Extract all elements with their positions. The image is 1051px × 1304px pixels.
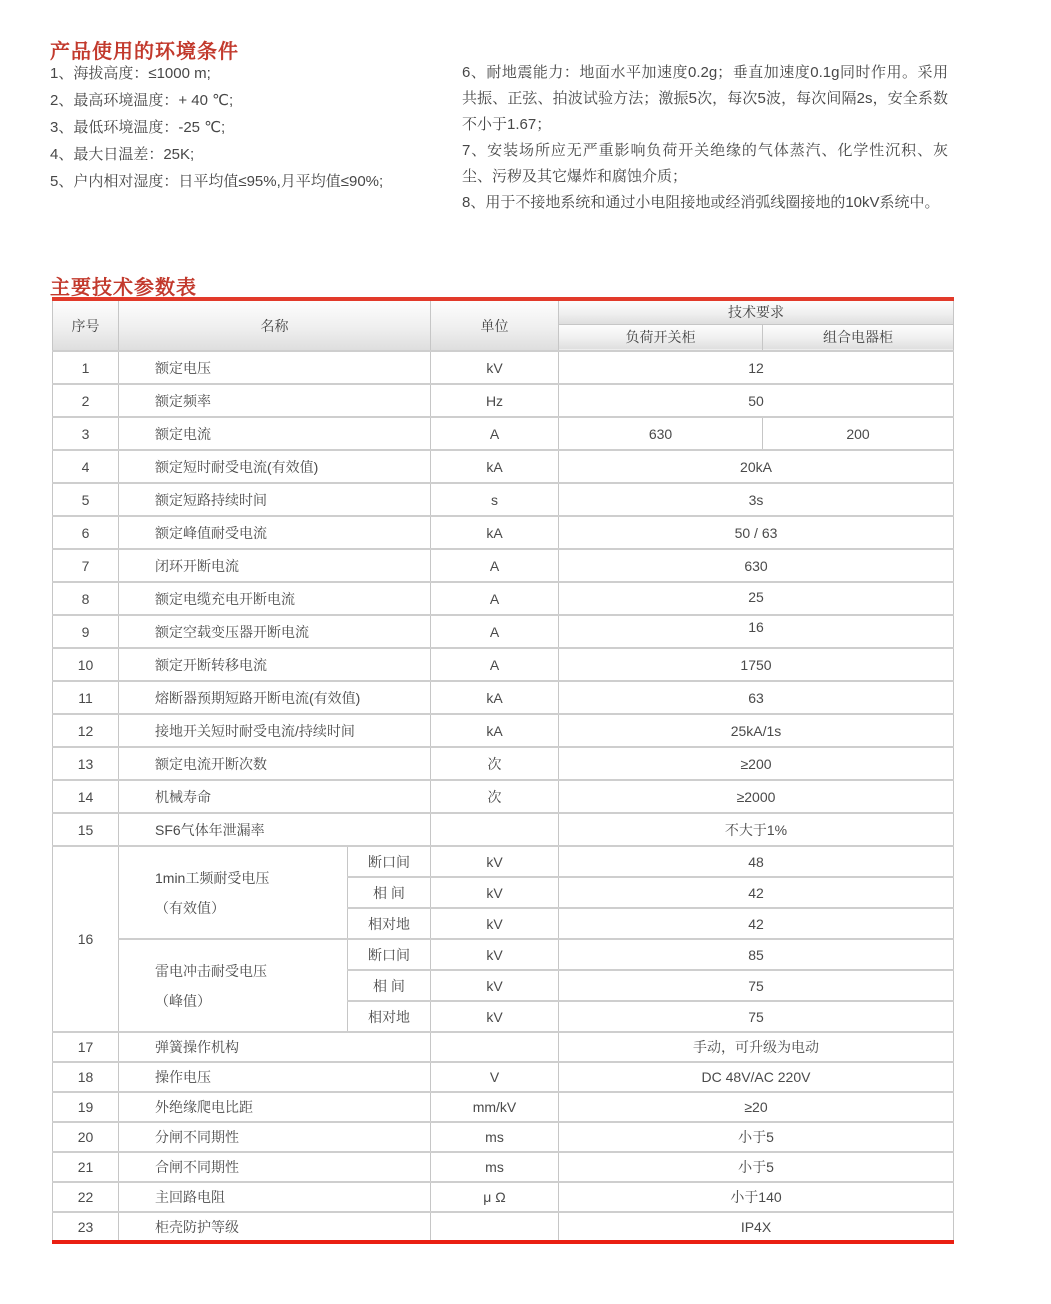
cell-name: 额定空载变压器开断电流: [119, 615, 431, 648]
cell-serial: 16: [53, 846, 119, 1032]
cell-value: DC 48V/AC 220V: [559, 1062, 954, 1092]
env-conditions-title: 产品使用的环境条件: [50, 41, 239, 64]
cell-unit: kV: [431, 970, 559, 1001]
table-row: [53, 516, 954, 549]
table-row: [53, 615, 954, 648]
cell-unit: kA: [431, 450, 559, 483]
cell-unit: μ Ω: [431, 1182, 559, 1212]
cell-value: ≥2000: [559, 780, 954, 813]
cell-name: 额定电缆充电开断电流: [119, 582, 431, 615]
table-row: [53, 780, 954, 813]
cell-unit: kV: [431, 846, 559, 877]
cell-unit: A: [431, 648, 559, 681]
cell-serial: 8: [53, 582, 119, 615]
cell-unit: A: [431, 582, 559, 615]
cell-value: 50: [559, 384, 954, 417]
cell-sub-label: 相 间: [348, 970, 431, 1001]
cell-serial: 10: [53, 648, 119, 681]
cell-name: 主回路电阻: [119, 1182, 431, 1212]
cell-value-combined: 200: [763, 417, 954, 450]
cell-name: 弹簧操作机构: [119, 1032, 431, 1062]
params-table: [52, 297, 954, 1244]
table-row: [53, 351, 954, 384]
cell-value: 25: [559, 582, 954, 615]
cell-sub-label: 断口间: [348, 846, 431, 877]
table-row: [53, 549, 954, 582]
table-row-group: [53, 939, 954, 970]
env-item: 4、最大日温差：25K;: [50, 146, 195, 163]
cell-serial: 12: [53, 714, 119, 747]
cell-value: 不大于1%: [559, 813, 954, 846]
header-tech-req: 技术要求: [559, 299, 954, 324]
header-load-switch-cabinet: 负荷开关柜: [559, 324, 763, 351]
cell-unit: ms: [431, 1152, 559, 1182]
table-row: [53, 681, 954, 714]
cell-unit: [431, 813, 559, 846]
group-name-line: 雷电冲击耐受电压: [155, 962, 267, 979]
cell-value: 16: [559, 615, 954, 648]
cell-name: SF6气体年泄漏率: [119, 813, 431, 846]
cell-serial: 3: [53, 417, 119, 450]
header-combined-cabinet: 组合电器柜: [763, 324, 954, 351]
table-row: [53, 582, 954, 615]
cell-name: 闭环开断电流: [119, 549, 431, 582]
cell-serial: 23: [53, 1212, 119, 1242]
cell-unit: [431, 1032, 559, 1062]
cell-name: 机械寿命: [119, 780, 431, 813]
cell-value: ≥20: [559, 1092, 954, 1122]
cell-serial: 13: [53, 747, 119, 780]
cell-unit: V: [431, 1062, 559, 1092]
table-header: [53, 299, 954, 351]
table-row: [53, 384, 954, 417]
env-item: 3、最低环境温度：-25 ℃;: [50, 119, 226, 136]
table-row: [53, 1122, 954, 1152]
cell-value: 小于140: [559, 1182, 954, 1212]
cell-unit: kV: [431, 1001, 559, 1032]
header-unit: 单位: [431, 299, 559, 351]
cell-name: 柜壳防护等级: [119, 1212, 431, 1242]
cell-value: 42: [559, 877, 954, 908]
cell-unit: kA: [431, 516, 559, 549]
cell-sub-label: 相 间: [348, 877, 431, 908]
cell-serial: 14: [53, 780, 119, 813]
table-row: [53, 1032, 954, 1062]
env-right-column: [462, 60, 948, 216]
cell-unit: Hz: [431, 384, 559, 417]
cell-unit: kV: [431, 877, 559, 908]
env-item: 7、安装场所应无严重影响负荷开关绝缘的气体蒸汽、化学性沉积、灰尘、污秽及其它爆炸和腐蚀介质；: [462, 142, 948, 185]
cell-name: 外绝缘爬电比距: [119, 1092, 431, 1122]
table-row: [53, 483, 954, 516]
cell-unit: kV: [431, 939, 559, 970]
cell-unit: A: [431, 549, 559, 582]
cell-value: 手动，可升级为电动: [559, 1032, 954, 1062]
cell-value: 1750: [559, 648, 954, 681]
cell-value: 630: [559, 549, 954, 582]
table-row-group: [53, 846, 954, 877]
cell-unit: 次: [431, 780, 559, 813]
cell-name: 分闸不同期性: [119, 1122, 431, 1152]
cell-value: 85: [559, 939, 954, 970]
env-item: 6、耐地震能力：地面水平加速度0.2g；垂直加速度0.1g同时作用。采用共振、正弦、拍波试验方法；激振5次，每次5波，每次间隔2s，安全系数不小于1.67；: [462, 64, 948, 133]
cell-unit: [431, 1212, 559, 1242]
params-table-title: 主要技术参数表: [50, 277, 197, 300]
group-name-line: 1min工频耐受电压: [155, 869, 270, 886]
header-name: 名称: [119, 299, 431, 351]
cell-name: 额定峰值耐受电流: [119, 516, 431, 549]
cell-unit: kA: [431, 681, 559, 714]
cell-name: 操作电压: [119, 1062, 431, 1092]
cell-name: 额定开断转移电流: [119, 648, 431, 681]
cell-value: 48: [559, 846, 954, 877]
cell-name: 接地开关短时耐受电流/持续时间: [119, 714, 431, 747]
group-name-line: （峰值）: [155, 992, 211, 1009]
table-row: [53, 714, 954, 747]
cell-serial: 22: [53, 1182, 119, 1212]
table-row: [53, 1092, 954, 1122]
env-conditions-section: [50, 60, 1000, 216]
cell-serial: 17: [53, 1032, 119, 1062]
table-row: [53, 813, 954, 846]
header-serial: 序号: [53, 299, 119, 351]
table-row: [53, 450, 954, 483]
cell-name: 额定电流: [119, 417, 431, 450]
cell-value: IP4X: [559, 1212, 954, 1242]
cell-group-name: [119, 939, 348, 1032]
cell-sub-label: 相对地: [348, 908, 431, 939]
cell-name: 额定短时耐受电流(有效值): [119, 450, 431, 483]
cell-serial: 11: [53, 681, 119, 714]
cell-serial: 2: [53, 384, 119, 417]
cell-unit: kA: [431, 714, 559, 747]
cell-value: 50 / 63: [559, 516, 954, 549]
group-name-line: （有效值）: [155, 899, 225, 916]
env-left-column: [50, 60, 462, 216]
cell-value: 25kA/1s: [559, 714, 954, 747]
table-row: [53, 747, 954, 780]
cell-unit: mm/kV: [431, 1092, 559, 1122]
cell-name: 合闸不同期性: [119, 1152, 431, 1182]
env-item: 5、户内相对湿度：日平均值≤95%,月平均值≤90%;: [50, 173, 384, 190]
cell-group-name: [119, 846, 348, 939]
cell-name: 额定短路持续时间: [119, 483, 431, 516]
cell-sub-label: 相对地: [348, 1001, 431, 1032]
cell-serial: 20: [53, 1122, 119, 1152]
cell-serial: 15: [53, 813, 119, 846]
cell-unit: A: [431, 417, 559, 450]
env-item: 2、最高环境温度：+ 40 ℃;: [50, 92, 234, 109]
table-row: [53, 417, 954, 450]
cell-unit: kV: [431, 908, 559, 939]
cell-name: 额定电压: [119, 351, 431, 384]
cell-value: 小于5: [559, 1152, 954, 1182]
cell-name: 额定电流开断次数: [119, 747, 431, 780]
cell-value: 75: [559, 970, 954, 1001]
cell-unit: 次: [431, 747, 559, 780]
table-row: [53, 1062, 954, 1092]
cell-serial: 1: [53, 351, 119, 384]
cell-value: 小于5: [559, 1122, 954, 1152]
cell-unit: s: [431, 483, 559, 516]
cell-value: 12: [559, 351, 954, 384]
table-row: [53, 648, 954, 681]
cell-serial: 19: [53, 1092, 119, 1122]
table-row: [53, 1182, 954, 1212]
cell-value: 75: [559, 1001, 954, 1032]
cell-name: 额定频率: [119, 384, 431, 417]
cell-serial: 7: [53, 549, 119, 582]
env-item: 8、用于不接地系统和通过小电阻接地或经消弧线圈接地的10kV系统中。: [462, 194, 940, 211]
cell-value-load-switch: 630: [559, 417, 763, 450]
env-item: 1、海拔高度：≤1000 m;: [50, 65, 211, 82]
cell-unit: kV: [431, 351, 559, 384]
cell-value: 3s: [559, 483, 954, 516]
cell-serial: 21: [53, 1152, 119, 1182]
cell-serial: 5: [53, 483, 119, 516]
cell-name: 熔断器预期短路开断电流(有效值): [119, 681, 431, 714]
cell-serial: 6: [53, 516, 119, 549]
cell-serial: 9: [53, 615, 119, 648]
cell-unit: A: [431, 615, 559, 648]
cell-unit: ms: [431, 1122, 559, 1152]
cell-serial: 18: [53, 1062, 119, 1092]
table-row: [53, 1152, 954, 1182]
cell-sub-label: 断口间: [348, 939, 431, 970]
cell-value: ≥200: [559, 747, 954, 780]
cell-serial: 4: [53, 450, 119, 483]
cell-value: 63: [559, 681, 954, 714]
cell-value: 42: [559, 908, 954, 939]
cell-value: 20kA: [559, 450, 954, 483]
table-row: [53, 1212, 954, 1242]
